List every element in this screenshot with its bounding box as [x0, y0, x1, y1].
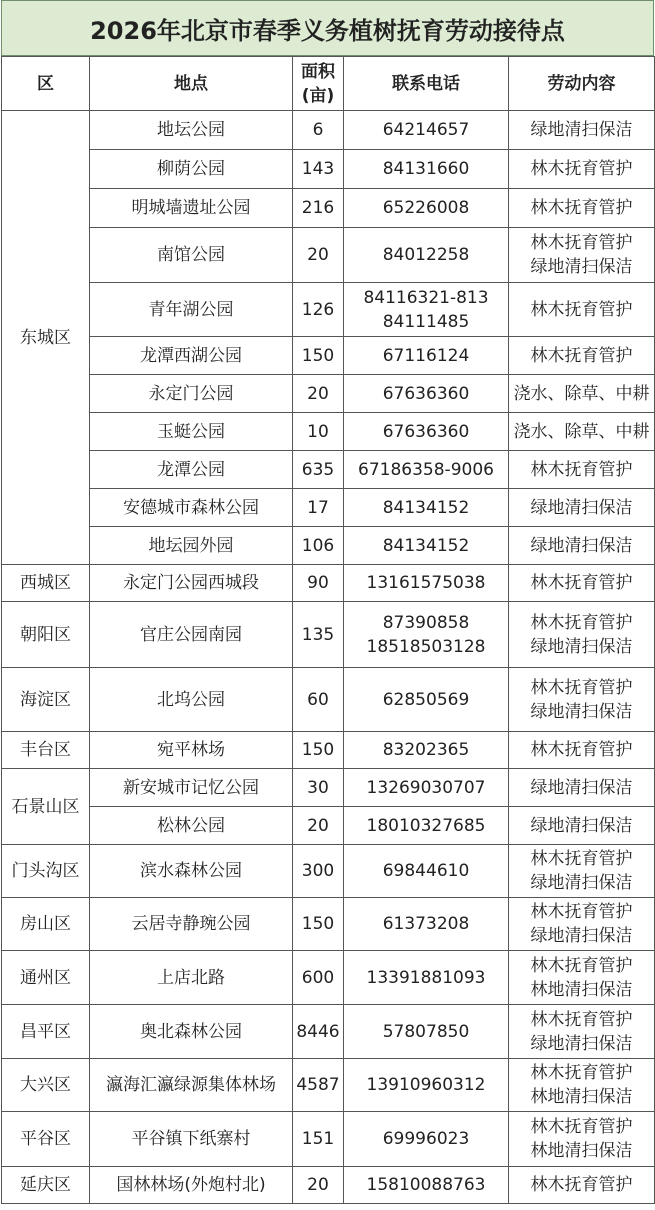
table-row: [2, 845, 655, 898]
area-cell: 8446: [293, 1005, 344, 1059]
site-cell: 柳荫公园: [90, 150, 293, 189]
phone-cell: [344, 150, 509, 189]
district-cell: 房山区: [2, 898, 90, 951]
site-cell: 松林公园: [90, 807, 293, 845]
header-phone: 联系电话: [344, 57, 509, 111]
phone-cell: [344, 189, 509, 228]
site-cell: 地坛公园: [90, 111, 293, 150]
work-cell: [509, 1112, 655, 1167]
site-cell: 龙潭西湖公园: [90, 337, 293, 375]
header-row: [2, 57, 655, 111]
area-cell: 4587: [293, 1059, 344, 1112]
district-cell: 海淀区: [2, 668, 90, 732]
work-item: 林木抚育管护: [530, 1063, 633, 1083]
header-area-line-1: 面积: [301, 61, 335, 82]
site-cell: 北坞公园: [90, 668, 293, 732]
work-item: 林木抚育管护: [530, 1009, 633, 1030]
phone-cell: [344, 1167, 509, 1204]
table-row: [2, 189, 655, 228]
phone-cell: [344, 1059, 509, 1112]
area-cell: 150: [293, 898, 344, 951]
phone-number: 84012258: [382, 245, 470, 265]
phone-cell: [344, 1005, 509, 1059]
district-cell: 丰台区: [2, 732, 90, 769]
phone-cell: [344, 565, 509, 602]
site-cell: 云居寺静琬公园: [90, 898, 293, 951]
work-cell: [509, 732, 655, 769]
phone-cell: [344, 951, 509, 1005]
site-cell: 玉蜓公园: [90, 413, 293, 451]
phone-number: 18010327685: [366, 815, 486, 836]
phone-number: 62850569: [382, 689, 470, 710]
work-item: 绿地清扫保洁: [530, 535, 633, 556]
area-cell: 150: [293, 337, 344, 375]
district-cell: 昌平区: [2, 1005, 90, 1059]
phone-number: 84116321-813: [363, 287, 489, 308]
phone-number: 67636360: [382, 421, 470, 442]
work-cell: [509, 951, 655, 1005]
header-district: 区: [2, 57, 90, 111]
area-cell: 600: [293, 951, 344, 1005]
table-row: [2, 451, 655, 489]
area-cell: 90: [293, 565, 344, 602]
work-item: 林木抚育管护: [530, 1117, 633, 1137]
work-item: 林木抚育管护: [530, 345, 633, 366]
phone-cell: [344, 489, 509, 527]
header-area-line-2: (亩): [301, 85, 335, 106]
phone-number: 61373208: [382, 914, 470, 934]
work-cell: [509, 1005, 655, 1059]
work-item: 林木抚育管护: [530, 299, 633, 320]
table-row: [2, 565, 655, 602]
work-item: 绿地清扫保洁: [530, 257, 633, 277]
work-item: 林木抚育管护: [530, 459, 633, 480]
work-cell: [509, 375, 655, 413]
phone-number: 67186358-9006: [358, 459, 494, 480]
work-item: 林木抚育管护: [530, 955, 633, 976]
phone-cell: [344, 769, 509, 807]
phone-number: 83202365: [382, 740, 470, 760]
table-row: [2, 489, 655, 527]
work-item: 绿地清扫保洁: [530, 873, 633, 893]
work-item: 绿地清扫保洁: [530, 120, 633, 140]
table-row: [2, 732, 655, 769]
work-item: 林木抚育管护: [530, 573, 633, 593]
area-cell: 300: [293, 845, 344, 898]
work-item: 林木抚育管护: [530, 198, 633, 218]
work-cell: [509, 527, 655, 565]
site-cell: 瀛海汇瀛绿源集体林场: [90, 1059, 293, 1112]
phone-number: 57807850: [382, 1021, 470, 1042]
work-item: 林木抚育管护: [530, 1175, 633, 1195]
phone-number: 64214657: [382, 120, 470, 140]
table-row: [2, 527, 655, 565]
area-cell: 126: [293, 283, 344, 337]
work-cell: [509, 228, 655, 283]
work-cell: [509, 769, 655, 807]
work-item: 浇水、除草、中耕: [513, 383, 650, 404]
work-item: 林木抚育管护: [530, 612, 633, 633]
site-cell: 青年湖公园: [90, 283, 293, 337]
phone-number: 67116124: [382, 345, 470, 366]
phone-cell: [344, 111, 509, 150]
phone-number: 67636360: [382, 383, 470, 404]
district-cell: 石景山区: [2, 769, 90, 845]
work-cell: [509, 602, 655, 668]
area-cell: 635: [293, 451, 344, 489]
phone-number: 18518503128: [366, 636, 486, 657]
table-row: [2, 1167, 655, 1204]
phone-cell: [344, 451, 509, 489]
site-cell: 上店北路: [90, 951, 293, 1005]
site-cell: 宛平林场: [90, 732, 293, 769]
work-item: 林木抚育管护: [530, 233, 633, 253]
work-item: 林地清扫保洁: [530, 979, 633, 1000]
site-cell: 永定门公园: [90, 375, 293, 413]
work-cell: [509, 668, 655, 732]
phone-cell: [344, 1112, 509, 1167]
work-item: 绿地清扫保洁: [530, 497, 633, 518]
work-cell: [509, 898, 655, 951]
work-item: 林木抚育管护: [530, 849, 633, 869]
table-row: [2, 150, 655, 189]
site-cell: 龙潭公园: [90, 451, 293, 489]
work-item: 绿地清扫保洁: [530, 815, 633, 836]
work-item: 浇水、除草、中耕: [513, 421, 650, 442]
table-row: [2, 337, 655, 375]
table-row: [2, 602, 655, 668]
table-row: [2, 898, 655, 951]
phone-number: 13269030707: [366, 777, 486, 798]
phone-number: 84111485: [382, 311, 470, 332]
table-row: [2, 769, 655, 807]
table-row: [2, 375, 655, 413]
work-cell: [509, 111, 655, 150]
table-row: [2, 807, 655, 845]
district-cell: 平谷区: [2, 1112, 90, 1167]
work-cell: [509, 283, 655, 337]
work-item: 林木抚育管护: [530, 740, 633, 760]
work-cell: [509, 1167, 655, 1204]
site-cell: 安德城市森林公园: [90, 489, 293, 527]
work-item: 林木抚育管护: [530, 902, 633, 922]
area-cell: 150: [293, 732, 344, 769]
area-cell: 20: [293, 1167, 344, 1204]
site-cell: 新安城市记忆公园: [90, 769, 293, 807]
area-cell: 20: [293, 228, 344, 283]
district-cell: 朝阳区: [2, 602, 90, 668]
phone-cell: [344, 602, 509, 668]
district-cell: 门头沟区: [2, 845, 90, 898]
page-title: 2026年北京市春季义务植树抚育劳动接待点: [1, 0, 654, 56]
table-row: [2, 1112, 655, 1167]
phone-cell: [344, 337, 509, 375]
work-item: 绿地清扫保洁: [530, 926, 633, 946]
phone-cell: [344, 845, 509, 898]
area-cell: 10: [293, 413, 344, 451]
phone-cell: [344, 283, 509, 337]
header-work: 劳动内容: [509, 57, 655, 111]
table-row: [2, 228, 655, 283]
site-cell: 永定门公园西城段: [90, 565, 293, 602]
phone-cell: [344, 375, 509, 413]
work-item: 林木抚育管护: [530, 159, 633, 179]
table-row: [2, 413, 655, 451]
work-cell: [509, 807, 655, 845]
phone-cell: [344, 228, 509, 283]
area-cell: 6: [293, 111, 344, 150]
work-cell: [509, 1059, 655, 1112]
phone-number: 15810088763: [366, 1175, 486, 1195]
work-cell: [509, 150, 655, 189]
work-cell: [509, 189, 655, 228]
phone-cell: [344, 732, 509, 769]
work-cell: [509, 451, 655, 489]
phone-number: 13161575038: [366, 573, 486, 593]
phone-cell: [344, 527, 509, 565]
work-item: 林地清扫保洁: [530, 1087, 633, 1107]
phone-number: 69996023: [382, 1129, 470, 1149]
phone-cell: [344, 898, 509, 951]
header-area: [293, 57, 344, 111]
work-cell: [509, 565, 655, 602]
phone-number: 65226008: [382, 198, 470, 218]
phone-number: 69844610: [382, 861, 470, 881]
work-cell: [509, 413, 655, 451]
work-cell: [509, 337, 655, 375]
table-row: [2, 1059, 655, 1112]
phone-number: 87390858: [382, 612, 470, 633]
area-cell: 143: [293, 150, 344, 189]
phone-cell: [344, 807, 509, 845]
district-cell: 大兴区: [2, 1059, 90, 1112]
phone-number: 13391881093: [366, 967, 486, 988]
site-cell: 国林林场(外炮村北): [90, 1167, 293, 1204]
district-cell: 通州区: [2, 951, 90, 1005]
site-cell: 滨水森林公园: [90, 845, 293, 898]
area-cell: 106: [293, 527, 344, 565]
area-cell: 17: [293, 489, 344, 527]
site-cell: 奥北森林公园: [90, 1005, 293, 1059]
work-cell: [509, 489, 655, 527]
table-body: [2, 111, 655, 1204]
phone-number: 84134152: [382, 535, 470, 556]
work-item: 绿地清扫保洁: [530, 701, 633, 722]
area-cell: 30: [293, 769, 344, 807]
work-item: 绿地清扫保洁: [530, 636, 633, 657]
phone-cell: [344, 413, 509, 451]
work-cell: [509, 845, 655, 898]
work-item: 绿地清扫保洁: [530, 1033, 633, 1054]
site-cell: 平谷镇下纸寨村: [90, 1112, 293, 1167]
district-cell: 延庆区: [2, 1167, 90, 1204]
table-row: [2, 283, 655, 337]
table-row: [2, 951, 655, 1005]
site-cell: 地坛园外园: [90, 527, 293, 565]
area-cell: 135: [293, 602, 344, 668]
work-item: 林地清扫保洁: [530, 1141, 633, 1161]
phone-number: 84131660: [382, 159, 470, 179]
area-cell: 216: [293, 189, 344, 228]
site-cell: 南馆公园: [90, 228, 293, 283]
area-cell: 20: [293, 807, 344, 845]
site-cell: 官庄公园南园: [90, 602, 293, 668]
area-cell: 151: [293, 1112, 344, 1167]
header-site: 地点: [90, 57, 293, 111]
sites-table: [1, 56, 655, 1204]
phone-cell: [344, 668, 509, 732]
table-row: [2, 668, 655, 732]
table-row: [2, 111, 655, 150]
work-item: 绿地清扫保洁: [530, 777, 633, 798]
work-item: 林木抚育管护: [530, 677, 633, 698]
site-cell: 明城墙遗址公园: [90, 189, 293, 228]
phone-number: 13910960312: [366, 1075, 486, 1095]
area-cell: 20: [293, 375, 344, 413]
reception-sites-sheet: [1, 0, 654, 1204]
table-row: [2, 1005, 655, 1059]
phone-number: 84134152: [382, 497, 470, 518]
district-cell: 西城区: [2, 565, 90, 602]
area-cell: 60: [293, 668, 344, 732]
district-cell: 东城区: [2, 111, 90, 565]
